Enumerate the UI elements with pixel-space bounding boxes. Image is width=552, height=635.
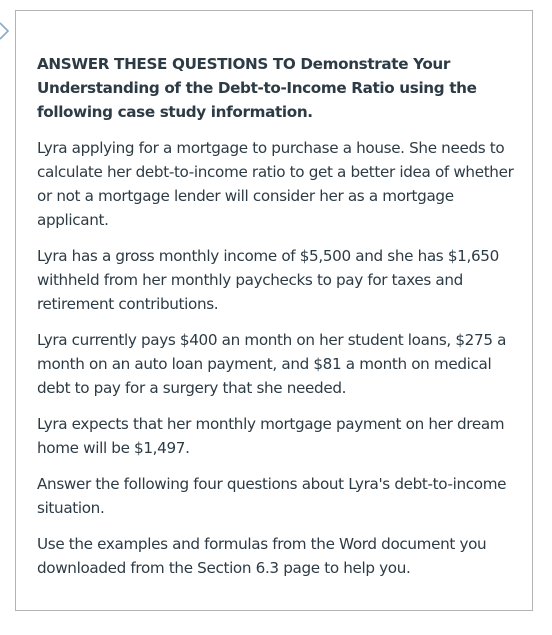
case-study-income: Lyra has a gross monthly income of $5,500 and she has $1,650 withheld from her monthly paychecks to pay for taxes and retirement contributions. xyxy=(37,247,499,313)
chevron-right-icon[interactable] xyxy=(0,20,12,42)
question-heading: ANSWER THESE QUESTIONS TO Demonstrate Your Understanding of the Debt-to-Income Ratio using the following case study information. xyxy=(37,55,477,121)
case-study-mortgage: Lyra expects that her monthly mortgage payment on her dream home will be $1,497. xyxy=(37,415,505,457)
question-content xyxy=(37,52,521,592)
resource-note: Use the examples and formulas from the Word document you downloaded from the Section 6.3 page to help you. xyxy=(37,535,487,577)
case-study-intro: Lyra applying for a mortgage to purchase a house. She needs to calculate her debt-to-income ratio to get a better idea of whether or not a mortgage lender will consider her as a mortgage applicant. xyxy=(37,139,514,229)
question-card xyxy=(15,10,533,611)
instructions: Answer the following four questions about Lyra's debt-to-income situation. xyxy=(37,475,507,517)
case-study-debts: Lyra currently pays $400 an month on her student loans, $275 a month on an auto loan payment, and $81 a month on medical debt to pay for a surgery that she needed. xyxy=(37,331,507,397)
